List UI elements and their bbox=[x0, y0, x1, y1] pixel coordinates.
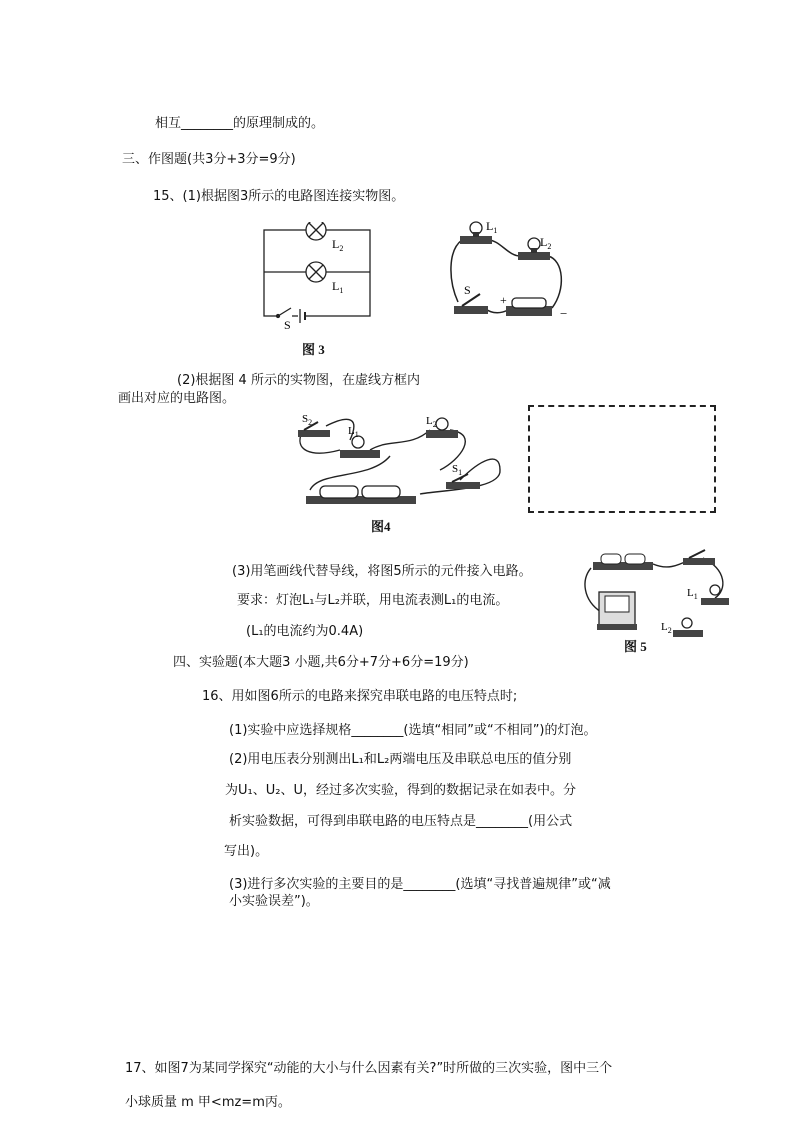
switch-S1 bbox=[446, 474, 480, 489]
section-4-heading: 四、实验题(本大题3 小题,共6分+7分+6分=19分) bbox=[173, 655, 469, 670]
figure-4-real-circuit bbox=[290, 410, 520, 510]
lamp-L1-symbol bbox=[306, 262, 326, 282]
figure-3-caption: 图 3 bbox=[302, 342, 325, 357]
label-L1: $L_1$ bbox=[332, 279, 344, 295]
question-16-part-2-line-2: 为U₁、U₂、U，经过多次实验，得到的数据记录在如表中。分 bbox=[225, 783, 576, 798]
section-3-heading: 三、作图题(共3分+3分=9分) bbox=[122, 152, 296, 167]
question-15-part-2-line-1: (2)根据图 4 所示的实物图，在虚线方框内 bbox=[177, 373, 420, 388]
lamp-L2-holder bbox=[673, 618, 703, 637]
label-S2: $S_2$ bbox=[302, 413, 313, 427]
question-15-part-3-note: (L₁的电流约为0.4A) bbox=[246, 624, 364, 639]
question-17-line-2: 小球质量 m 甲<mz=m丙。 bbox=[125, 1095, 291, 1110]
figure-3-real-components bbox=[440, 210, 580, 328]
question-15-part-3-requirement: 要求：灯泡L₁与L₂并联，用电流表测L₁的电流。 bbox=[237, 593, 509, 608]
label-L2: $L_2$ bbox=[426, 415, 437, 429]
question-15-part-3: (3)用笔画线代替导线，将图5所示的元件接入电路。 bbox=[232, 564, 532, 579]
label-plus: + bbox=[500, 293, 507, 307]
label-S: S bbox=[464, 283, 471, 297]
question-16-part-3-line-2: 小实验误差”)。 bbox=[229, 894, 319, 909]
battery-pair bbox=[306, 486, 416, 504]
question-16-part-2-line-1: (2)用电压表分别测出L₁和L₂两端电压及串联总电压的值分别 bbox=[229, 752, 572, 767]
ammeter-component bbox=[597, 592, 637, 630]
label-L2: $L_2$ bbox=[661, 621, 672, 635]
switch-component bbox=[454, 294, 488, 314]
question-16-part-3-line-1: (3)进行多次实验的主要目的是________(选填“寻找普遍规律”或“减 bbox=[229, 877, 611, 892]
label-L2: $L_2$ bbox=[540, 235, 552, 251]
question-16-part-1: (1)实验中应选择规格________(选填“相同”或“不相同”)的灯泡。 bbox=[229, 723, 597, 738]
label-L2: $L_2$ bbox=[332, 237, 344, 253]
lamp-L1-holder bbox=[340, 436, 380, 458]
label-S1: $S_1$ bbox=[452, 463, 463, 477]
lamp-L2-symbol bbox=[306, 222, 326, 240]
battery-component bbox=[506, 298, 552, 316]
lamp-L1-holder bbox=[701, 585, 729, 605]
battery-component bbox=[593, 554, 653, 570]
question-16: 16、用如图6所示的电路来探究串联电路的电压特点时; bbox=[202, 689, 518, 704]
answer-line-1: 相互________的原理制成的。 bbox=[155, 116, 325, 131]
label-L1: $L_1$ bbox=[687, 587, 698, 601]
figure-5-caption: 图 5 bbox=[624, 639, 647, 654]
label-S: S bbox=[284, 318, 291, 332]
label-L1: $L_1$ bbox=[348, 425, 359, 439]
question-15-part-1: 15、(1)根据图3所示的电路图连接实物图。 bbox=[153, 189, 405, 204]
figure-3-circuit-diagram bbox=[258, 222, 378, 332]
figure-5-components bbox=[577, 540, 737, 640]
label-L1: $L_1$ bbox=[486, 219, 498, 235]
question-17-line-1: 17、如图7为某同学探究“动能的大小与什么因素有关?”时所做的三次实验，图中三个 bbox=[125, 1061, 613, 1076]
answer-dashed-box[interactable] bbox=[528, 405, 716, 513]
question-16-part-2-line-4: 写出)。 bbox=[224, 844, 269, 859]
question-15-part-2-line-2: 画出对应的电路图。 bbox=[118, 391, 236, 406]
question-16-part-2-line-3: 析实验数据，可得到串联电路的电压特点是________(用公式 bbox=[229, 814, 573, 829]
label-minus: − bbox=[560, 306, 568, 321]
switch-component bbox=[683, 550, 715, 565]
figure-4-caption: 图4 bbox=[371, 519, 391, 534]
